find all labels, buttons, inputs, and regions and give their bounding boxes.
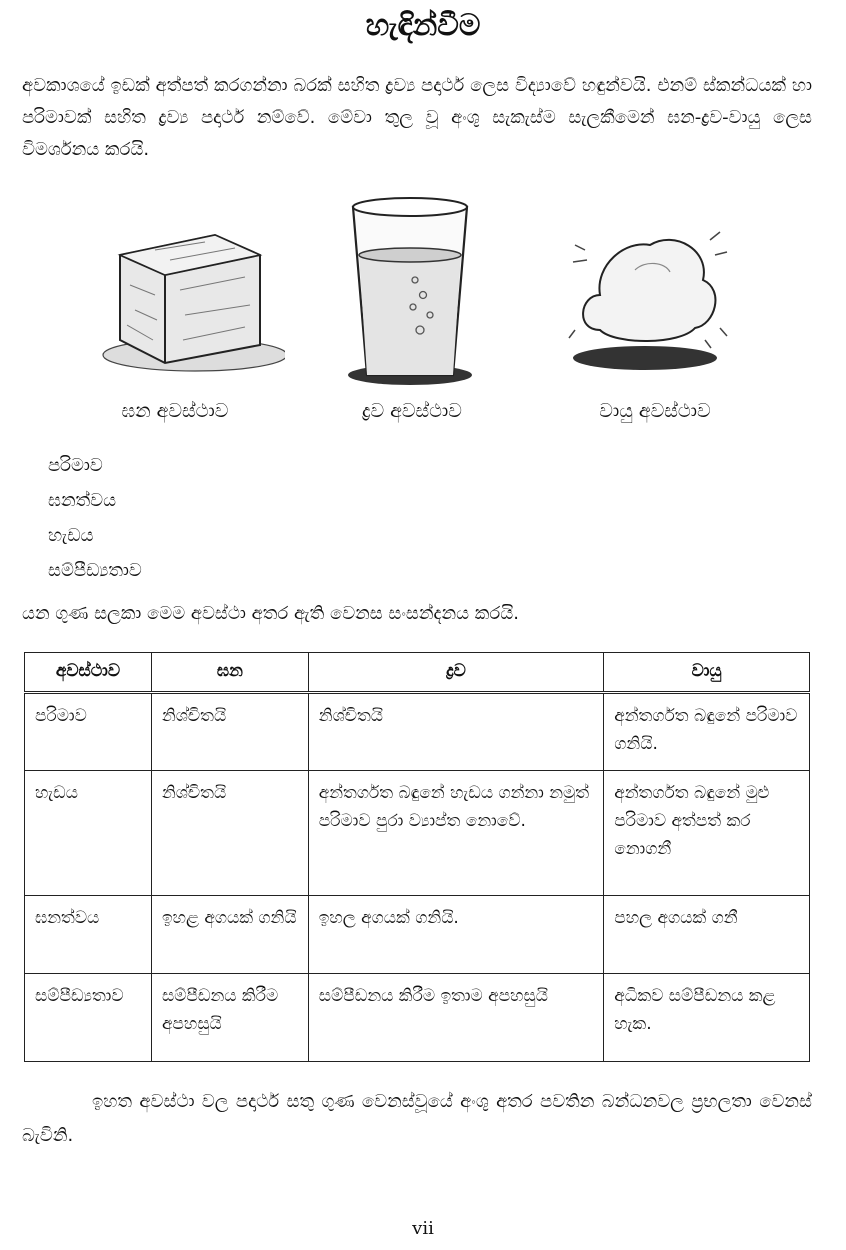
header-gas: වායු xyxy=(604,653,810,693)
table-cell: පරිමාව xyxy=(25,693,152,771)
table-cell: හැඩය xyxy=(25,771,152,896)
table-row xyxy=(25,974,810,1062)
header-state: අවස්ථාව xyxy=(25,653,152,693)
table-cell: අධිකව සම්පීඩනය කළ හැක. xyxy=(604,974,810,1062)
table-cell: සම්පීඩනය කිරීම අපහසුයි xyxy=(151,974,308,1062)
property-item: හැඩය xyxy=(48,525,94,546)
table-cell: නිශ්චිතයි xyxy=(151,693,308,771)
comparison-table xyxy=(24,652,810,1062)
table-row xyxy=(25,771,810,896)
table-cell: ඉහළ අගයක් ගනියි xyxy=(151,896,308,974)
header-liquid: ද්‍රව xyxy=(308,653,603,693)
table-cell: සම්පීඩ්‍යතාව xyxy=(25,974,152,1062)
header-solid: ඝන xyxy=(151,653,308,693)
compare-sentence: යන ගුණ සලකා මෙම අවස්ථා අතර ඇති වෙනස සංසන්දනය කරයි. xyxy=(22,603,519,624)
intro-paragraph: අවකාශයේ ඉඩක් අත්පත් කරගන්නා බරක් සහිත ද්‍රව්‍ය පදාර්ථ ලෙස විද්‍යාවේ හඳුන්වයි. එනම් ස්කන්ධයක් හා පරිමාවක් සහිත ද්‍රව්‍ය පදාර්ථ නම්වේ. මේවා තුල වූ අංශු සැකැස්ම සැලකීමෙන් ඝන-ද්‍රව-වායු ලෙස විමර්ශනය කරයි. xyxy=(22,75,812,160)
table-cell: ඝනත්වය xyxy=(25,896,152,974)
table-cell: සම්පීඩනය කිරීම ඉතාම අපහසුයි xyxy=(308,974,603,1062)
table-row xyxy=(25,693,810,771)
page-title: හැඳින්වීම xyxy=(365,8,481,43)
table-cell: පහල අගයක් ගනී xyxy=(604,896,810,974)
table-cell: නිශ්චිතයි xyxy=(151,771,308,896)
table-header-row xyxy=(25,653,810,693)
property-item: පරිමාව xyxy=(48,455,103,476)
table-cell: අන්තර්ගත බඳුනේ පරිමාව ගනියි. xyxy=(604,693,810,771)
property-list xyxy=(48,448,142,588)
solid-cube-image xyxy=(95,215,285,375)
gas-cloud-image xyxy=(565,210,735,375)
caption-solid: ඝන අවස්ථාව xyxy=(121,400,229,422)
table-cell: අන්තර්ගත බඳුනේ හැඩය ගන්නා නමුත් පරිමාව පුරා ව්‍යාප්ත නොවේ. xyxy=(308,771,603,896)
property-item: ඝනත්වය xyxy=(48,490,117,511)
property-item: සම්පීඩ්‍යතාව xyxy=(48,560,142,581)
liquid-glass-image xyxy=(345,195,475,390)
table-cell: ඉහල අගයක් ගනියි. xyxy=(308,896,603,974)
states-illustration xyxy=(80,195,780,405)
table-cell: නිශ්චිතයි xyxy=(308,693,603,771)
closing-paragraph: ඉහත අවස්ථා වල පදාර්ථ සතු ගුණ වෙනස්වූයේ අංශු අතර පවතින බන්ධනවල ප්‍රභලතා වෙනස් බැවිනි. xyxy=(22,1091,812,1146)
page-number: vii xyxy=(412,1218,434,1239)
table-row xyxy=(25,896,810,974)
caption-gas: වායු අවස්ථාව xyxy=(599,400,711,422)
table-cell: අන්තර්ගත බඳුනේ මුළු පරිමාව අත්පත් කර නොගනී xyxy=(604,771,810,896)
caption-liquid: ද්‍රව අවස්ථාව xyxy=(362,400,462,422)
